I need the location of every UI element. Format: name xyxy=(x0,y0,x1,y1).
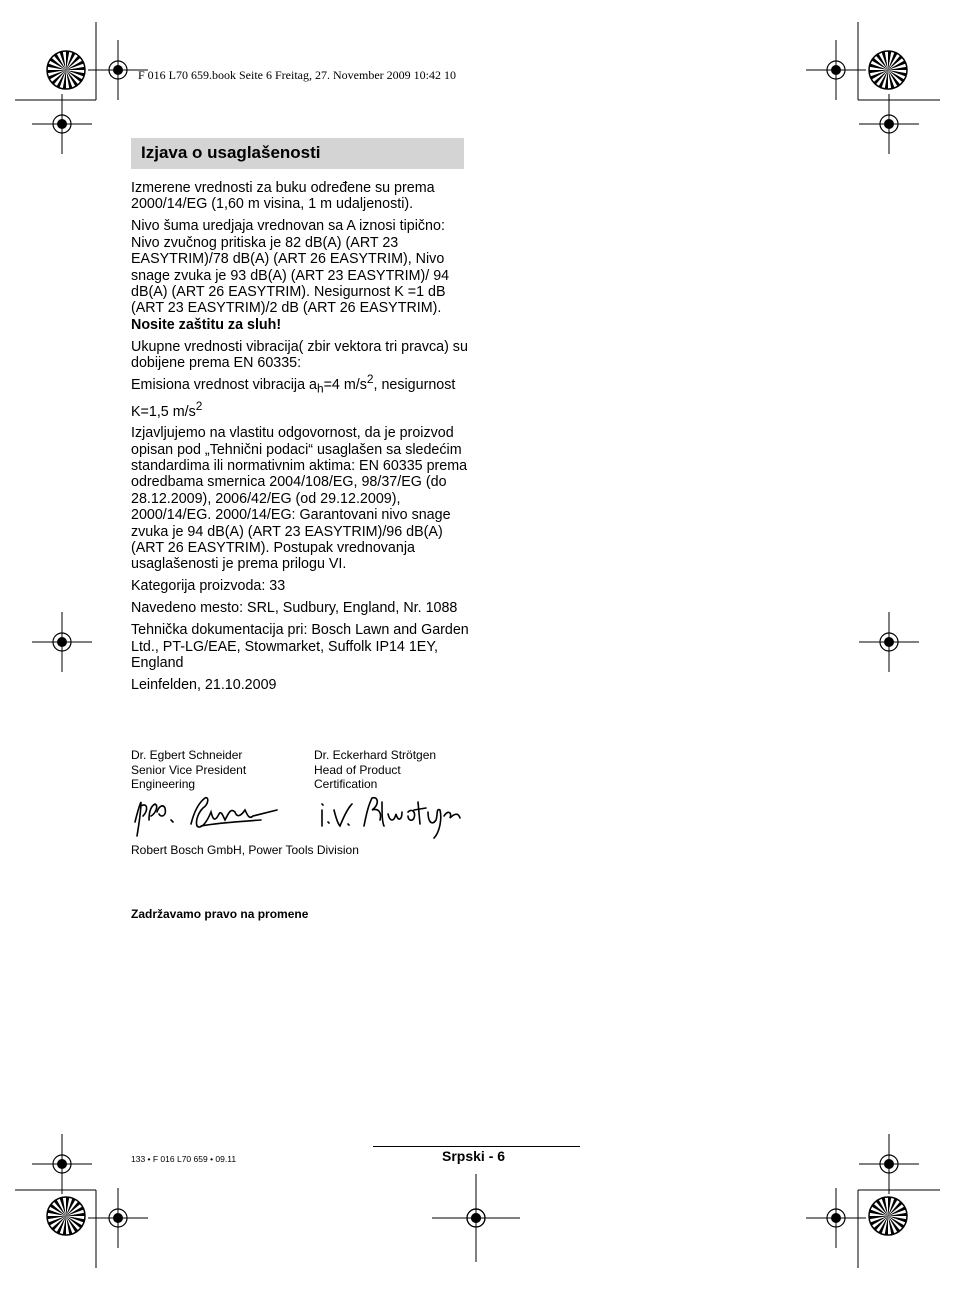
registration-mark-icon xyxy=(32,612,92,672)
section-title: Izjava o usaglašenosti xyxy=(141,143,321,162)
star-target-icon xyxy=(47,51,85,89)
unit-superscript: 2 xyxy=(195,398,203,413)
unit-superscript: 2 xyxy=(366,372,374,387)
registration-mark-icon xyxy=(806,40,866,100)
registration-mark-icon xyxy=(859,1134,919,1194)
footer-rule xyxy=(373,1146,580,1147)
signatory-left xyxy=(131,748,246,792)
page-number: Srpski - 6 xyxy=(442,1148,506,1164)
signatory-right xyxy=(314,748,436,792)
registration-mark-icon xyxy=(859,612,919,672)
footer-print-code: 133 • F 016 L70 659 • 09.11 xyxy=(131,1154,237,1164)
star-target-icon xyxy=(869,1197,907,1235)
signatory-name: Dr. Egbert Schneider xyxy=(131,748,243,762)
signatory-role: Senior Vice President xyxy=(131,762,247,777)
signature-left xyxy=(131,792,281,842)
company-name: Robert Bosch GmbH, Power Tools Division xyxy=(131,843,359,857)
registration-mark-icon xyxy=(88,1188,148,1248)
signatory-role: Engineering xyxy=(131,777,196,791)
vibration-emission-label: Emisiona vrednost vibracija a xyxy=(131,377,317,394)
registration-mark-icon xyxy=(432,1174,520,1262)
hearing-protection-note: Nosite zaštitu za sluh! xyxy=(131,316,282,333)
signatory-role: Head of Product xyxy=(314,762,401,777)
paragraph-noise-measurement: Izmerene vrednosti za buku određene su prema 2000/14/EG (1,60 m visina, 1 m udaljenosti). xyxy=(131,180,435,213)
registration-mark-icon xyxy=(32,94,92,154)
vibration-intro: Ukupne vrednosti vibracija( zbir vektora tri pravca) su dobijene prema EN 60335: xyxy=(131,338,468,372)
star-target-icon xyxy=(47,1197,85,1235)
vibration-subscript: h xyxy=(316,382,324,397)
section-title-bar xyxy=(131,138,464,169)
print-header-line: F 016 L70 659.book Seite 6 Freitag, 27. November 2009 10:42 10 xyxy=(138,68,456,82)
reserve-rights-note: Zadržavamo pravo na promene xyxy=(131,907,309,921)
star-target-icon xyxy=(869,51,907,89)
paragraph-technical-documentation: Tehnička dokumentacija pri: Bosch Lawn and Garden Ltd., PT-LG/EAE, Stowmarket, Suffolk IP14 1EY, England xyxy=(131,622,469,671)
paragraph-vibration xyxy=(131,339,471,420)
vibration-emission-value: =4 m/s xyxy=(323,377,367,394)
vibration-uncertainty: , nesigurnost K=1,5 m/s xyxy=(131,377,456,420)
paragraph-declaration: Izjavljujemo na vlastitu odgovornost, da je proizvod opisan pod „Tehnični podaci“ usaglašen sa sledećim standardima ili normativnim aktima: EN 60335 prema odredbama smernica 2004/108/EG, 98/37/EG (do 28.12.2009), 2006/42/EG (od 29.12.2009), 2000/14/EG. 2000/14/EG: Garantovani nivo snage zvuka je 94 dB(A) (ART 23 EASYTRIM)/96 dB(A) (ART 26 EASYTRIM). Postupak vrednovanja usaglašenosti je prema prilogu VI. xyxy=(131,425,468,573)
place-date: Leinfelden, 21.10.2009 xyxy=(131,676,277,693)
registration-mark-icon xyxy=(32,1134,92,1194)
signature-right xyxy=(316,792,466,842)
signatory-name: Dr. Eckerhard Strötgen xyxy=(314,748,437,762)
registration-mark-icon xyxy=(859,94,919,154)
registration-mark-icon xyxy=(806,1188,866,1248)
body-column xyxy=(131,180,471,699)
paragraph-product-category: Kategorija proizvoda: 33 xyxy=(131,578,286,595)
paragraph-noise-levels: Nivo šuma uredjaja vrednovan sa A iznosi tipično: Nivo zvučnog pritiska je 82 dB(A) (ART 23 EASYTRIM)/78 dB(A) (ART 26 EASYTRIM), Nivo snage zvuka je 93 dB(A) (ART 23 EASYTRIM)/ 94 dB(A) (ART 26 EASYTRIM). Nesigurnost K =1 dB (ART 23 EASYTRIM)/2 dB (ART 26 EASYTRIM). xyxy=(131,218,450,317)
signatory-role: Certification xyxy=(314,777,378,791)
paragraph-notified-body: Navedeno mesto: SRL, Sudbury, England, Nr. 1088 xyxy=(131,600,458,617)
